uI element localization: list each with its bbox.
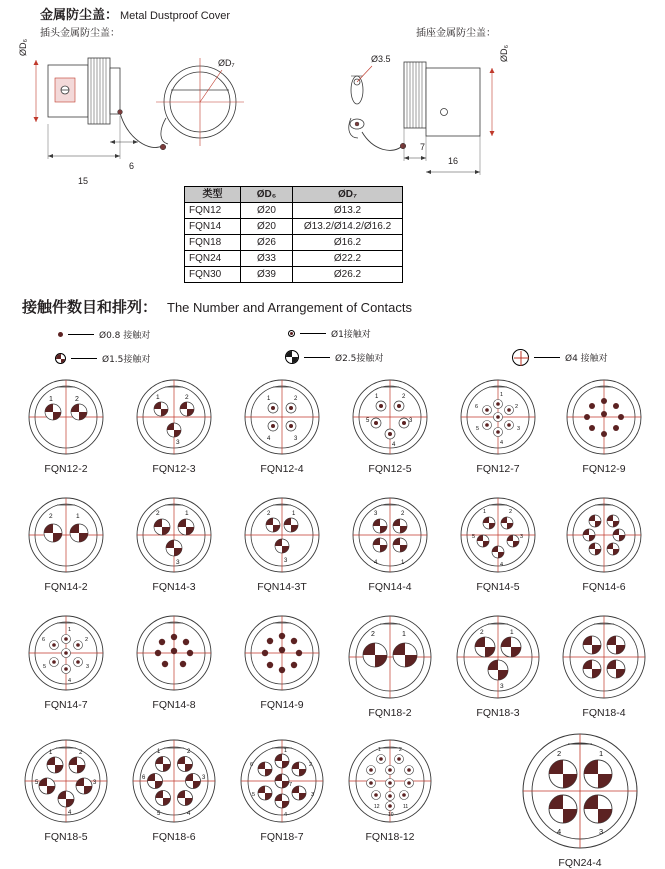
svg-text:3: 3 [176, 439, 180, 446]
connector-label: FQN18-6 [152, 831, 196, 843]
svg-text:1: 1 [157, 749, 161, 755]
svg-text:5: 5 [157, 811, 161, 817]
connector-fqn12-5 [338, 378, 442, 475]
svg-text:1: 1 [185, 510, 189, 517]
connector-fqn12-7 [446, 378, 550, 475]
cell-d6: Ø33 [241, 251, 293, 267]
section-title-en: The Number and Arrangement of Contacts [167, 300, 412, 315]
connector-face [455, 614, 541, 700]
connector-face [347, 614, 433, 700]
connector-face [521, 732, 639, 850]
svg-text:3: 3 [409, 418, 413, 424]
svg-text:2: 2 [509, 509, 513, 515]
svg-text:3: 3 [500, 683, 504, 690]
svg-text:2: 2 [515, 404, 519, 410]
svg-text:6: 6 [142, 775, 146, 781]
svg-text:4: 4 [500, 562, 504, 568]
cell-d6: Ø20 [241, 219, 293, 235]
svg-text:1: 1 [483, 509, 487, 515]
svg-text:4: 4 [284, 812, 288, 818]
svg-text:1: 1 [375, 394, 379, 400]
connector-label: FQN14-6 [582, 581, 626, 593]
connector-face [565, 378, 643, 456]
connector-face [351, 496, 429, 574]
connector-fqn14-6 [552, 496, 656, 593]
svg-text:6: 6 [475, 404, 479, 410]
page-title-en: Metal Dustproof Cover [120, 10, 231, 22]
svg-text:4: 4 [500, 440, 504, 446]
connector-fqn18-5 [14, 738, 118, 843]
cell-type: FQN24 [185, 251, 241, 267]
dim-left-6: 6 [129, 161, 135, 171]
contact-legend [40, 326, 640, 374]
legend-item-1 [288, 327, 371, 340]
connector-label: FQN14-3 [152, 581, 196, 593]
svg-text:2: 2 [156, 510, 160, 517]
legend-label: Ø1接触对 [331, 330, 371, 340]
legend-item-4 [512, 349, 608, 366]
svg-text:1: 1 [378, 747, 381, 753]
svg-text:3: 3 [284, 558, 288, 564]
contact-1-icon [288, 330, 295, 337]
connector-face [243, 614, 321, 692]
legend-item-0-8 [58, 328, 150, 341]
svg-text:4: 4 [68, 810, 72, 816]
svg-text:4: 4 [374, 560, 378, 566]
svg-text:1: 1 [599, 749, 604, 758]
legend-dash [534, 357, 560, 358]
th-d7: ØD₇ [293, 187, 403, 203]
cell-type: FQN12 [185, 203, 241, 219]
connector-face [561, 614, 647, 700]
connector-arrangement-grid [0, 378, 665, 869]
legend-dash [304, 357, 330, 358]
dim-left-d6: ØD₆ [18, 38, 28, 56]
connector-label: FQN12-2 [44, 463, 88, 475]
svg-text:5: 5 [476, 426, 480, 432]
connector-fqn18-6 [122, 738, 226, 843]
svg-text:5: 5 [43, 664, 47, 670]
cell-d6: Ø26 [241, 235, 293, 251]
connector-label: FQN24-4 [558, 857, 602, 869]
cell-type: FQN18 [185, 235, 241, 251]
connector-fqn18-12 [338, 738, 442, 843]
cell-d6: Ø39 [241, 267, 293, 283]
svg-text:2: 2 [75, 396, 79, 403]
connector-face [243, 378, 321, 456]
legend-label: Ø0.8 接触对 [99, 331, 151, 341]
svg-text:2: 2 [187, 749, 191, 755]
svg-text:1: 1 [49, 750, 53, 756]
svg-text:1: 1 [292, 511, 296, 517]
svg-text:5: 5 [252, 792, 256, 798]
legend-item-2-5 [285, 350, 383, 364]
connector-fqn14-3 [122, 496, 226, 593]
th-type: 类型 [185, 187, 241, 203]
connector-face [23, 738, 109, 824]
cover-drawing-svg [0, 20, 665, 180]
connector-face [347, 738, 433, 824]
connector-face [27, 496, 105, 574]
svg-text:3: 3 [599, 827, 604, 836]
dustproof-cover-drawings [0, 20, 665, 180]
connector-label: FQN12-4 [260, 463, 304, 475]
dim-right-d6: ØD₆ [499, 44, 509, 62]
plug-cover-label: 插头金属防尘盖： [40, 28, 120, 39]
cell-type: FQN14 [185, 219, 241, 235]
svg-text:4: 4 [557, 827, 562, 836]
connector-face [135, 378, 213, 456]
legend-label: Ø4 接触对 [565, 354, 608, 364]
svg-text:6: 6 [42, 637, 46, 643]
svg-text:2: 2 [49, 513, 53, 520]
svg-text:1: 1 [284, 748, 288, 754]
cell-d7: Ø13.2 [293, 203, 403, 219]
connector-fqn12-4 [230, 378, 334, 475]
connector-face [243, 496, 321, 574]
svg-text:1: 1 [401, 560, 405, 566]
dim-left-d7: ØD₇ [218, 58, 235, 68]
connector-face [239, 738, 325, 824]
legend-item-1-5 [55, 352, 150, 365]
connector-face [27, 378, 105, 456]
svg-text:2: 2 [267, 511, 271, 517]
svg-text:1: 1 [402, 631, 406, 638]
svg-text:2: 2 [85, 637, 89, 643]
table-row [185, 267, 403, 283]
svg-text:3: 3 [520, 534, 524, 540]
svg-text:3: 3 [517, 426, 521, 432]
table-row [185, 203, 403, 219]
connector-fqn14-5 [446, 496, 550, 593]
connector-fqn18-2 [338, 614, 442, 719]
svg-text:1: 1 [49, 396, 53, 403]
table-row [185, 235, 403, 251]
svg-text:2: 2 [371, 631, 375, 638]
connector-face [459, 496, 537, 574]
svg-text:5: 5 [366, 418, 370, 424]
connector-label: FQN12-5 [368, 463, 412, 475]
legend-label: Ø2.5接触对 [335, 353, 384, 364]
svg-text:4: 4 [267, 436, 271, 442]
connector-label: FQN18-3 [476, 707, 520, 719]
svg-text:11: 11 [403, 804, 409, 810]
svg-text:2: 2 [185, 394, 189, 401]
legend-dash [71, 358, 97, 359]
svg-text:3: 3 [311, 792, 315, 798]
svg-text:6: 6 [250, 762, 254, 768]
dim-right-7: 7 [420, 142, 426, 152]
connector-label: FQN18-4 [582, 707, 626, 719]
svg-text:5: 5 [472, 534, 476, 540]
table-header-row [185, 187, 403, 203]
connector-label: FQN14-2 [44, 581, 88, 593]
svg-text:1: 1 [500, 392, 504, 398]
svg-text:1: 1 [510, 629, 514, 636]
connector-face [459, 378, 537, 456]
connector-label: FQN14-9 [260, 699, 304, 711]
connector-label: FQN14-3T [257, 581, 307, 593]
connector-label: FQN14-7 [44, 699, 88, 711]
connector-fqn18-4 [552, 614, 656, 719]
connector-face [351, 378, 429, 456]
contact-2-5-icon [285, 350, 299, 364]
th-d6: ØD₆ [241, 187, 293, 203]
dimension-table [184, 186, 403, 283]
svg-text:1: 1 [76, 513, 80, 520]
connector-label: FQN18-5 [44, 831, 88, 843]
connector-face [135, 614, 213, 692]
connector-row [0, 732, 665, 869]
connector-row [0, 614, 665, 732]
legend-dash [300, 333, 326, 334]
connector-fqn14-3t [230, 496, 334, 593]
svg-text:4: 4 [68, 678, 72, 684]
connector-row [0, 378, 665, 496]
connector-label: FQN12-9 [582, 463, 626, 475]
connector-face [135, 496, 213, 574]
connector-row [0, 496, 665, 614]
svg-text:2: 2 [557, 749, 562, 758]
contact-1-5-icon [55, 353, 66, 364]
svg-text:3: 3 [374, 511, 378, 517]
legend-dash [68, 334, 94, 335]
svg-text:12: 12 [374, 804, 380, 810]
connector-label: FQN14-8 [152, 699, 196, 711]
section-title-cn: 接触件数目和排列： [22, 298, 158, 316]
svg-text:2: 2 [309, 762, 313, 768]
svg-text:3: 3 [86, 664, 90, 670]
svg-text:3: 3 [202, 775, 206, 781]
cell-type: FQN30 [185, 267, 241, 283]
connector-label: FQN18-12 [365, 831, 415, 843]
connector-fqn14-4 [338, 496, 442, 593]
svg-text:1: 1 [156, 394, 160, 401]
dim-left-15: 15 [78, 176, 89, 186]
connector-fqn18-7 [230, 738, 334, 843]
connector-label: FQN14-4 [368, 581, 412, 593]
dim-right-16: 16 [448, 156, 459, 166]
connector-fqn12-2 [14, 378, 118, 475]
connector-label: FQN14-5 [476, 581, 520, 593]
svg-text:5: 5 [35, 780, 39, 786]
connector-face [27, 614, 105, 692]
connector-fqn24-4 [500, 732, 660, 869]
connector-label: FQN18-7 [260, 831, 304, 843]
svg-text:1: 1 [267, 396, 271, 402]
connector-fqn12-3 [122, 378, 226, 475]
socket-cover-label: 插座金属防尘盖： [416, 28, 496, 39]
svg-text:4: 4 [187, 811, 191, 817]
connector-label: FQN12-7 [476, 463, 520, 475]
connector-face [131, 738, 217, 824]
contact-0-8-icon [58, 332, 63, 337]
svg-text:7: 7 [289, 782, 293, 788]
svg-text:2: 2 [401, 511, 405, 517]
contact-4-icon [512, 349, 529, 366]
page-title-cn: 金属防尘盖： [40, 8, 119, 23]
connector-fqn14-2 [14, 496, 118, 593]
svg-text:4: 4 [392, 442, 396, 448]
svg-text:1: 1 [68, 627, 72, 633]
svg-text:2: 2 [480, 629, 484, 636]
svg-text:2: 2 [399, 747, 402, 753]
cell-d6: Ø20 [241, 203, 293, 219]
section-title-contacts [22, 296, 412, 317]
connector-fqn12-9 [552, 378, 656, 475]
dim-right-3-5: Ø3.5 [371, 54, 391, 64]
cell-d7: Ø13.2/Ø14.2/Ø16.2 [293, 219, 403, 235]
connector-fqn14-8 [122, 614, 226, 711]
svg-text:3: 3 [176, 559, 180, 566]
svg-text:3: 3 [93, 780, 97, 786]
connector-face [565, 496, 643, 574]
connector-label: FQN18-2 [368, 707, 412, 719]
connector-label: FQN12-3 [152, 463, 196, 475]
connector-fqn14-9 [230, 614, 334, 711]
cell-d7: Ø26.2 [293, 267, 403, 283]
svg-text:3: 3 [294, 436, 298, 442]
connector-fqn14-7 [14, 614, 118, 711]
cell-d7: Ø22.2 [293, 251, 403, 267]
svg-text:10: 10 [388, 812, 394, 818]
cell-d7: Ø16.2 [293, 235, 403, 251]
svg-text:2: 2 [402, 394, 406, 400]
svg-text:2: 2 [79, 750, 83, 756]
table-row [185, 219, 403, 235]
svg-text:2: 2 [294, 396, 298, 402]
connector-fqn18-3 [446, 614, 550, 719]
legend-label: Ø1.5接触对 [102, 355, 151, 365]
table-row [185, 251, 403, 267]
